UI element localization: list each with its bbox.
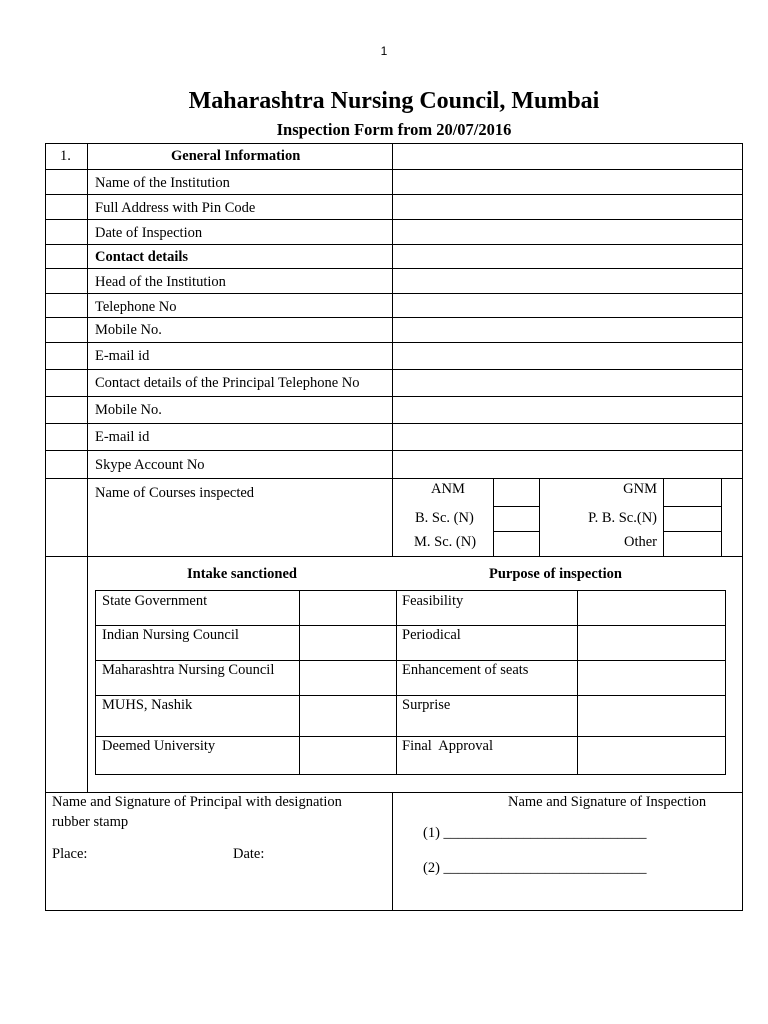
field-label: E-mail id (95, 429, 150, 445)
course-label-pbsc: P. B. Sc.(N) (588, 510, 657, 526)
principal-mobile-field[interactable] (393, 397, 742, 423)
inspection-signature-label: Name and Signature of Inspection (508, 794, 707, 810)
purpose-value-field[interactable] (578, 737, 725, 774)
course-box-other[interactable] (664, 532, 721, 556)
intake-item: Indian Nursing Council (102, 627, 239, 643)
principal-telephone-field[interactable] (393, 370, 742, 396)
field-label: Name of the Institution (95, 175, 230, 191)
intake-value-field[interactable] (300, 591, 396, 625)
intake-item: Deemed University (102, 738, 216, 754)
purpose-value-field[interactable] (578, 626, 725, 660)
field-label: Full Address with Pin Code (95, 200, 256, 216)
field-label: E-mail id (95, 348, 150, 364)
page-subtitle: Inspection Form from 20/07/2016 (276, 120, 512, 139)
inspection-date-field[interactable] (393, 220, 742, 244)
field-label: Skype Account No (95, 457, 205, 473)
purpose-item: Periodical (402, 627, 461, 643)
intake-value-field[interactable] (300, 626, 396, 660)
intake-item: State Government (102, 593, 208, 609)
page-number: 1 (380, 44, 388, 58)
intake-heading: Intake sanctioned (187, 566, 297, 582)
principal-stamp-label: rubber stamp (52, 814, 129, 830)
course-label-gnm: GNM (623, 481, 657, 497)
field-label: Contact details (95, 249, 189, 265)
mobile-field[interactable] (393, 318, 742, 342)
intake-value-field[interactable] (300, 737, 396, 774)
inspector-line-2: (2) ____________________________ (423, 860, 647, 876)
field-label: Mobile No. (95, 402, 162, 418)
purpose-item: Feasibility (402, 593, 464, 609)
intake-value-field[interactable] (300, 661, 396, 695)
purpose-value-field[interactable] (578, 696, 725, 736)
field-label: Mobile No. (95, 322, 162, 338)
field-label: Date of Inspection (95, 225, 203, 241)
skype-field[interactable] (393, 451, 742, 478)
course-label-anm: ANM (431, 481, 465, 497)
intake-item: MUHS, Nashik (102, 697, 193, 713)
telephone-field[interactable] (393, 294, 742, 317)
course-label-other: Other (623, 534, 657, 550)
page-title: Maharashtra Nursing Council, Mumbai (188, 88, 600, 114)
purpose-value-field[interactable] (578, 661, 725, 695)
principal-signature-label: Name and Signature of Principal with designation (52, 794, 342, 810)
course-box-gnm[interactable] (664, 479, 721, 506)
general-info-value-field[interactable] (393, 144, 742, 169)
address-field[interactable] (393, 195, 742, 219)
email-field[interactable] (393, 343, 742, 369)
purpose-item: Surprise (402, 697, 451, 713)
field-label: Head of the Institution (95, 274, 226, 290)
purpose-item: Final Approval (402, 738, 494, 754)
purpose-item: Enhancement of seats (402, 662, 529, 678)
intake-item: Maharashtra Nursing Council (102, 662, 275, 678)
inspector-line-1: (1) ____________________________ (423, 825, 647, 841)
course-label-bsc: B. Sc. (N) (415, 510, 474, 526)
field-label: Contact details of the Principal Telephone No (95, 375, 360, 391)
section-number: 1. (60, 148, 71, 164)
section-heading: General Information (171, 148, 301, 164)
courses-label: Name of Courses inspected (95, 485, 255, 501)
head-name-field[interactable] (393, 269, 742, 293)
course-box-bsc[interactable] (494, 507, 539, 531)
course-box-msc[interactable] (494, 532, 539, 556)
institution-name-field[interactable] (393, 170, 742, 194)
place-label: Place: (52, 846, 88, 862)
date-label: Date: (233, 846, 265, 862)
intake-value-field[interactable] (300, 696, 396, 736)
course-box-pbsc[interactable] (664, 507, 721, 531)
course-label-msc: M. Sc. (N) (414, 534, 477, 550)
field-label: Telephone No (95, 299, 177, 315)
purpose-value-field[interactable] (578, 591, 725, 625)
course-box-anm[interactable] (494, 479, 539, 506)
principal-email-field[interactable] (393, 424, 742, 450)
purpose-heading: Purpose of inspection (489, 566, 622, 582)
